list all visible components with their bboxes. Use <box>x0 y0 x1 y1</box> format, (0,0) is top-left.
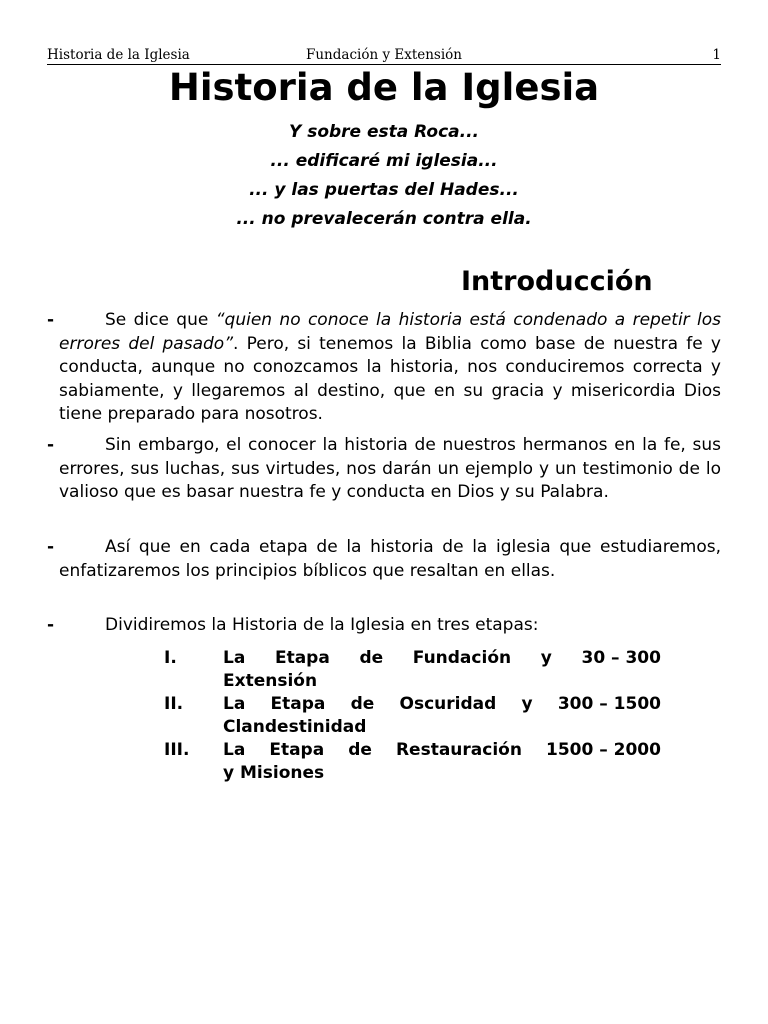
stage-years: 1500 – 2000 <box>545 740 661 760</box>
section-heading: Introducción <box>461 266 653 297</box>
stage-word: de <box>350 694 375 714</box>
stage-numeral: III. <box>164 740 190 760</box>
header-page-number: 1 <box>712 47 721 63</box>
paragraph-2 <box>47 434 721 505</box>
paragraph-text: . Pero, si tenemos la Biblia como base de nuestra fe y conducta, aunque no conozcamos la historia, nos conduciremos correcta y sabiamente, y llegaremos al destino, que en su gracia y misericordia Dios tiene preparado para nosotros. <box>59 333 721 424</box>
bullet-marker: - <box>47 435 55 455</box>
verse-line: ... no prevalecerán contra ella. <box>236 209 532 229</box>
stage-title-continuation: Clandestinidad <box>223 717 367 737</box>
paragraph-quote: “quien no conoce la historia está condenado a repetir los errores del pasado” <box>59 310 722 354</box>
stage-years: 300 – 1500 <box>557 694 661 714</box>
stage-word: Fundación <box>412 648 512 668</box>
stage-title-continuation: y Misiones <box>223 763 325 783</box>
stage-word: Etapa <box>270 694 326 714</box>
bullet-marker: - <box>47 615 55 635</box>
list-item <box>164 647 661 693</box>
stage-title-line <box>223 739 661 762</box>
header-section-title: Fundación y Extensión <box>306 47 463 63</box>
paragraph-1 <box>47 309 722 427</box>
stage-word: La <box>223 648 246 668</box>
paragraph-3 <box>47 536 721 583</box>
stage-title-line <box>223 647 661 670</box>
stages-list <box>164 647 661 785</box>
verse-block <box>0 118 768 234</box>
verse-line: ... y las puertas del Hades... <box>249 180 519 200</box>
stage-numeral: II. <box>164 694 184 714</box>
list-item <box>164 693 661 739</box>
stage-numeral: I. <box>164 648 177 668</box>
stage-word: Restauración <box>395 740 522 760</box>
page-title: Historia de la Iglesia <box>168 66 600 109</box>
stage-title-line <box>223 693 661 716</box>
stage-word: La <box>223 694 246 714</box>
bullet-marker: - <box>47 537 55 557</box>
verse-line: Y sobre esta Roca... <box>288 122 480 142</box>
stage-word: de <box>359 648 384 668</box>
bullet-marker: - <box>47 310 55 330</box>
stage-word: y <box>540 648 552 668</box>
running-header <box>47 47 721 65</box>
header-book-title: Historia de la Iglesia <box>47 47 190 63</box>
verse-line: ... edificaré mi iglesia... <box>270 151 498 171</box>
paragraph-text: Se dice que <box>105 310 216 330</box>
list-item <box>164 739 661 785</box>
paragraph-text: Así que en cada etapa de la historia de la iglesia que estudiaremos, enfatizaremos los principios bíblicos que resaltan en ellas. <box>59 537 721 581</box>
stage-title-continuation: Extensión <box>223 671 318 691</box>
stage-word: Etapa <box>274 648 330 668</box>
stage-years: 30 – 300 <box>581 648 661 668</box>
paragraph-4 <box>47 614 721 638</box>
stage-word: y <box>521 694 533 714</box>
stage-word: Oscuridad <box>399 694 497 714</box>
paragraph-text: Sin embargo, el conocer la historia de nuestros hermanos en la fe, sus errores, sus luchas, sus virtudes, nos darán un ejemplo y un testimonio de lo valioso que es basar nuestra fe y conducta en Dios y su Palabra. <box>59 435 721 502</box>
stage-word: de <box>348 740 372 760</box>
stage-word: Etapa <box>269 740 325 760</box>
stage-word: La <box>223 740 246 760</box>
paragraph-text: Dividiremos la Historia de la Iglesia en tres etapas: <box>105 615 539 635</box>
